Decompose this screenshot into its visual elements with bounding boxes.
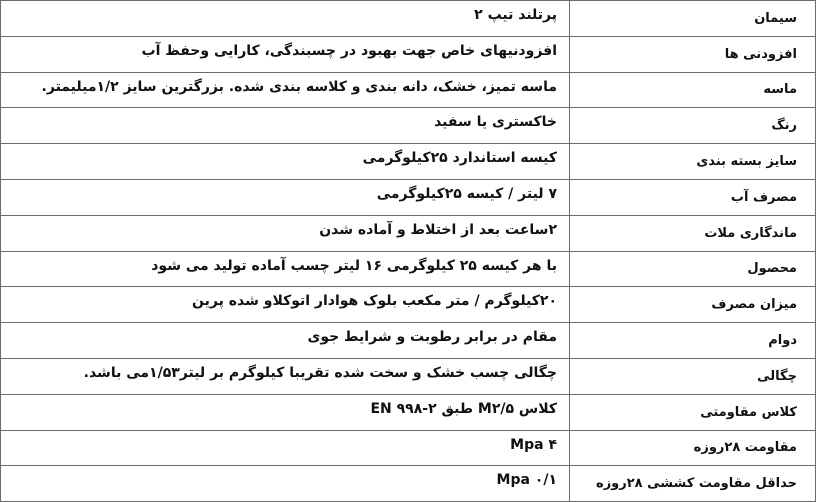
row-label-sand: ماسه bbox=[570, 72, 816, 108]
row-label-pot-life: ماندگاری ملات bbox=[570, 215, 816, 251]
row-value-consumption: ۲۰کیلوگرم / متر مکعب بلوک هوادار اتوکلاو شده پرین bbox=[1, 287, 570, 323]
row-label-yield: محصول bbox=[570, 251, 816, 287]
row-value-color: خاکستری یا سفید bbox=[1, 108, 570, 144]
row-label-28day-strength: مقاومت ۲۸روزه bbox=[570, 430, 816, 466]
row-label-strength-class: کلاس مقاومتی bbox=[570, 394, 816, 430]
row-value-strength-class: کلاس M۲/۵ طبق ۲-۹۹۸ EN bbox=[1, 394, 570, 430]
table-row bbox=[1, 179, 816, 215]
row-value-sand: ماسه تمیز، خشک، دانه بندی و کلاسه بندی شده. بزرگترین سایز ۱/۲میلیمتر. bbox=[1, 72, 570, 108]
row-value-durability: مقام در برابر رطوبت و شرایط جوی bbox=[1, 323, 570, 359]
row-value-package-size: کیسه استاندارد ۲۵کیلوگرمی bbox=[1, 144, 570, 180]
row-label-consumption: میزان مصرف bbox=[570, 287, 816, 323]
row-label-min-tensile-strength: حداقل مقاومت کششی ۲۸روزه bbox=[570, 466, 816, 502]
row-label-cement: سیمان bbox=[570, 1, 816, 37]
row-label-additives: افزودنی ها bbox=[570, 36, 816, 72]
table-row bbox=[1, 108, 816, 144]
table-row bbox=[1, 72, 816, 108]
table-row bbox=[1, 36, 816, 72]
row-label-package-size: سایز بسته بندی bbox=[570, 144, 816, 180]
row-value-density: چگالی چسب خشک و سخت شده تقریبا کیلوگرم بر لیتر۱/۵۳می باشد. bbox=[1, 358, 570, 394]
table-row bbox=[1, 430, 816, 466]
row-value-min-tensile-strength: Mpa ۰/۱ bbox=[1, 466, 570, 502]
row-value-water-usage: ۷ لیتر / کیسه ۲۵کیلوگرمی bbox=[1, 179, 570, 215]
row-label-water-usage: مصرف آب bbox=[570, 179, 816, 215]
table-row bbox=[1, 144, 816, 180]
table-row bbox=[1, 466, 816, 502]
row-value-cement: پرتلند تیپ ۲ bbox=[1, 1, 570, 37]
row-label-density: چگالی bbox=[570, 358, 816, 394]
table-row bbox=[1, 323, 816, 359]
row-value-yield: با هر کیسه ۲۵ کیلوگرمی ۱۶ لیتر چسب آماده تولید می شود bbox=[1, 251, 570, 287]
row-value-additives: افزودنیهای خاص جهت بهبود در چسبندگی، کارایی وحفظ آب bbox=[1, 36, 570, 72]
row-label-durability: دوام bbox=[570, 323, 816, 359]
table-row bbox=[1, 287, 816, 323]
table-row bbox=[1, 394, 816, 430]
table-row bbox=[1, 251, 816, 287]
table-row bbox=[1, 358, 816, 394]
row-value-pot-life: ۲ساعت بعد از اختلاط و آماده شدن bbox=[1, 215, 570, 251]
table-row bbox=[1, 1, 816, 37]
row-label-color: رنگ bbox=[570, 108, 816, 144]
row-value-28day-strength: Mpa ۴ bbox=[1, 430, 570, 466]
table-row bbox=[1, 215, 816, 251]
